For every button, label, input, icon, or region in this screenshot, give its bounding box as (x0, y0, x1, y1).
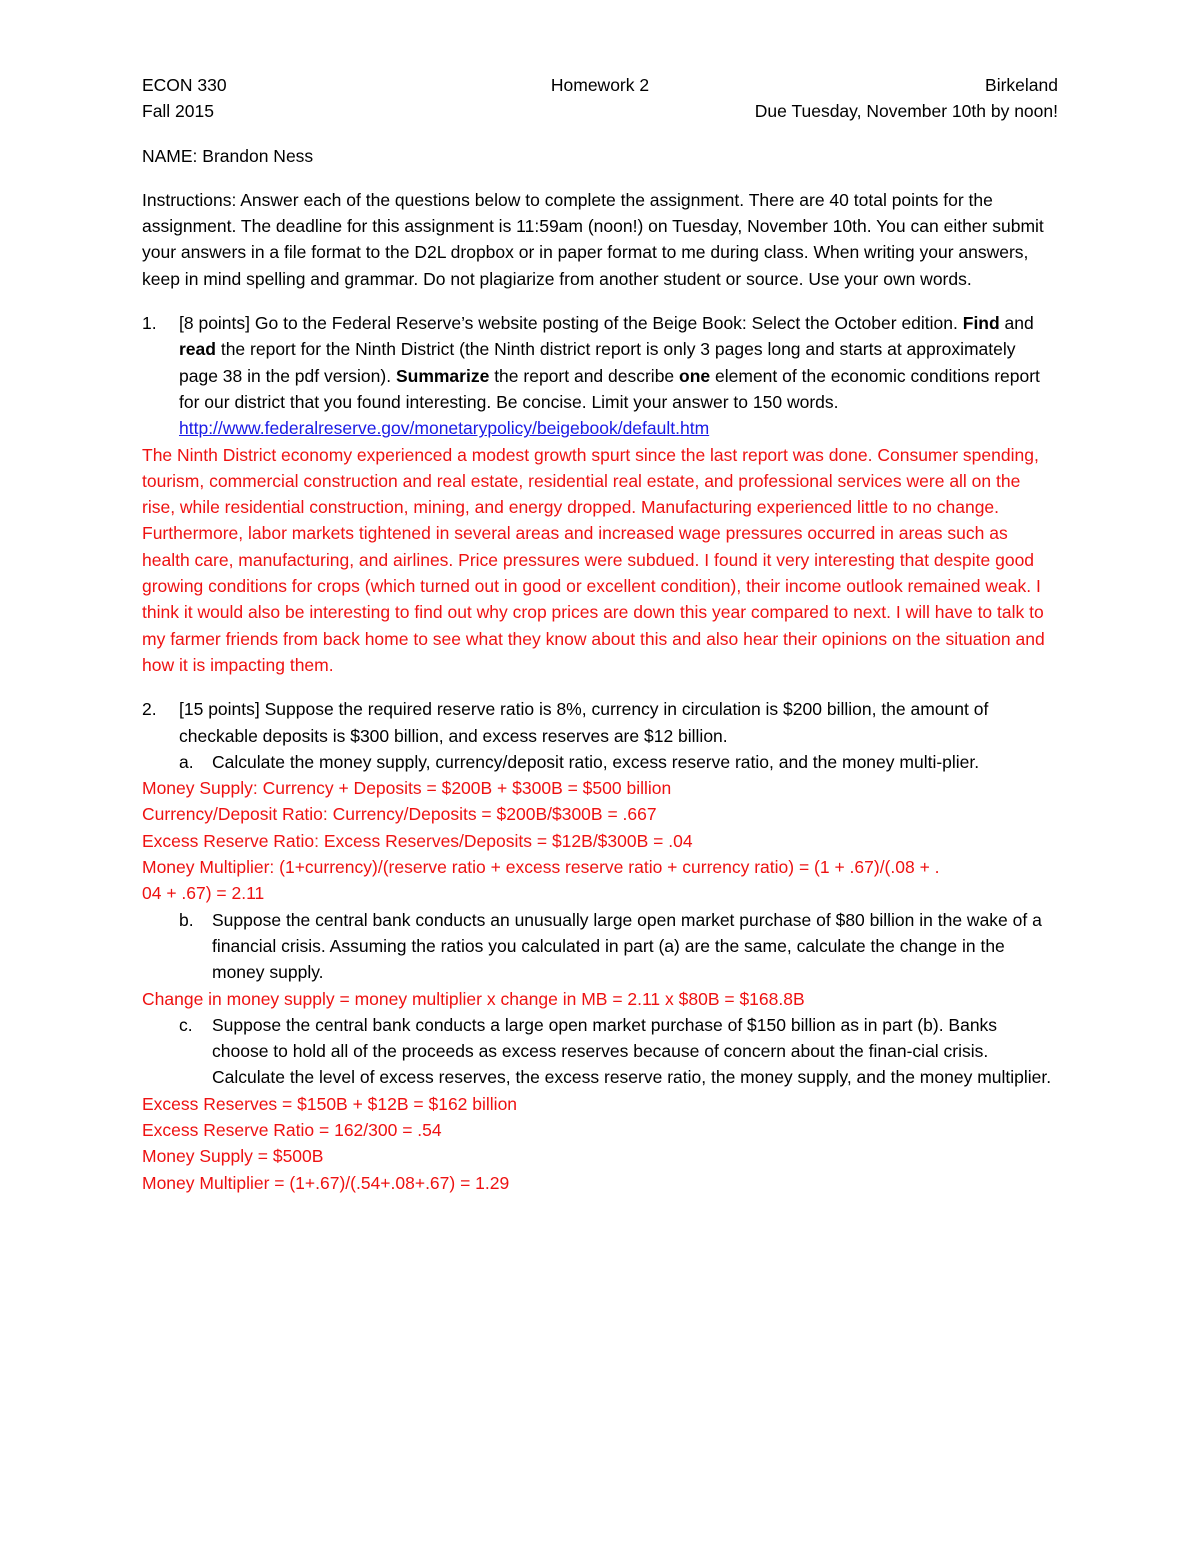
question-2 (142, 696, 1058, 749)
question-2a-label: a. (179, 751, 194, 772)
answer-1: The Ninth District economy experienced a modest growth spurt since the last report was done. Consumer spending, tourism, commercial construction and real estate, residential real estate, and professional services were all on the rise, while residential construction, mining, and energy dropped. Manufacturing experienced little to no change. Furthermore, labor markets tightened in several areas and increased wage pressures occurred in areas such as health care, manufacturing, and airlines. Price pressures were subdued. I found it very interesting that despite good growing conditions for crops (which turned out in good or excellent condition), their income outlook remained weak. I think it would also be interesting to find out why crop prices are down this year compared to next. I will have to talk to my farmer friends from back home to see what they know about this and also hear their opinions on the situation and how it is impacting them. (142, 444, 1045, 675)
student-name: NAME: Brandon Ness (142, 145, 314, 166)
question-2-number: 2. (142, 699, 157, 720)
answer-line: Money Multiplier: (1+currency)/(reserve ratio + excess reserve ratio + currency ratio) = (1 + .67)/(.08 + . (142, 857, 940, 878)
q1-bold-one: one (679, 365, 711, 386)
course-code: ECON 330 (142, 75, 227, 95)
question-2b-text: Suppose the central bank conducts an unusually large open market purchase of $80 billion in the wake of a financial crisis. Assuming the ratios you calculated in part (a) are the same, calculate the change in the money supply. (212, 909, 1042, 983)
q1-text-part: the report for the Ninth District (the Ninth district report is only 3 pages long and starts at approximately page 38 in the pdf version). (179, 339, 1016, 386)
answer-line: 04 + .67) = 2.11 (142, 883, 265, 904)
answer-line: Change in money supply = money multiplier x change in MB = 2.11 x $80B = $168.8B (142, 988, 805, 1009)
answer-2a (142, 775, 1058, 906)
q1-text-part: [8 points] Go to the Federal Reserve’s website posting of the Beige Book: Select the October edition. (179, 313, 963, 334)
answer-line: Excess Reserves = $150B + $12B = $162 billion (142, 1093, 518, 1114)
answer-line: Money Supply: Currency + Deposits = $200B + $300B = $500 billion (142, 778, 672, 799)
assignment-title: Homework 2 (550, 75, 650, 95)
q1-text-part: the report and describe (489, 365, 680, 386)
q1-text-part: element of the economic conditions report for our district that you found interesting. Be concise. Limit your answer to 150 words. (179, 365, 1040, 412)
question-2c-label: c. (179, 1014, 193, 1035)
q1-bold-read: read (179, 339, 216, 360)
answer-line: Money Multiplier = (1+.67)/(.54+.08+.67) = 1.29 (142, 1172, 510, 1193)
instructor-name: Birkeland (985, 75, 1058, 95)
header-row-1 (142, 72, 1058, 98)
q1-text-part: and (999, 313, 1034, 334)
answer-2c (142, 1091, 1058, 1196)
answer-2b (142, 986, 1058, 1012)
header (142, 72, 1058, 125)
q1-bold-find: Find (962, 313, 1000, 334)
question-2c-text: Suppose the central bank conducts a large open market purchase of $150 billion as in part (b). Banks choose to hold all of the proceeds as excess reserves because of concern about the finan-cial crisis. Calculate the level of excess reserves, the excess reserve ratio, the money supply, and the money multiplier. (212, 1014, 1052, 1088)
question-1-text (179, 310, 1058, 441)
question-2c (142, 1012, 1058, 1091)
answer-line: Currency/Deposit Ratio: Currency/Deposits = $200B/$300B = .667 (142, 804, 657, 825)
question-2b (142, 907, 1058, 986)
beige-book-link[interactable]: http://www.federalreserve.gov/monetarypolicy/beigebook/default.htm (179, 418, 710, 439)
question-1-number: 1. (142, 313, 157, 334)
header-row-2 (142, 98, 1058, 124)
answer-line: Money Supply = $500B (142, 1146, 324, 1167)
question-2-text: [15 points] Suppose the required reserve ratio is 8%, currency in circulation is $200 billion, the amount of checkable deposits is $300 billion, and excess reserves are $12 billion. (179, 699, 989, 746)
due-date: Due Tuesday, November 10th by noon! (754, 101, 1058, 122)
question-2b-label: b. (179, 909, 194, 930)
answer-line: Excess Reserve Ratio: Excess Reserves/Deposits = $12B/$300B = .04 (142, 830, 693, 851)
answer-line: Excess Reserve Ratio = 162/300 = .54 (142, 1119, 442, 1140)
question-2a-text: Calculate the money supply, currency/deposit ratio, excess reserve ratio, and the money multi-plier. (212, 751, 980, 772)
question-2a (142, 749, 1058, 775)
q1-bold-summarize: Summarize (395, 365, 490, 386)
instructions: Instructions: Answer each of the questions below to complete the assignment. There are 40 total points for the assignment. The deadline for this assignment is 11:59am (noon!) on Tuesday, November 10th. You can either submit your answers in a file format to the D2L dropbox or in paper format to me during class. When writing your answers, keep in mind spelling and grammar. Do not plagiarize from another student or source. Use your own words. (142, 189, 1044, 289)
term: Fall 2015 (142, 101, 214, 122)
question-1 (142, 310, 1058, 441)
